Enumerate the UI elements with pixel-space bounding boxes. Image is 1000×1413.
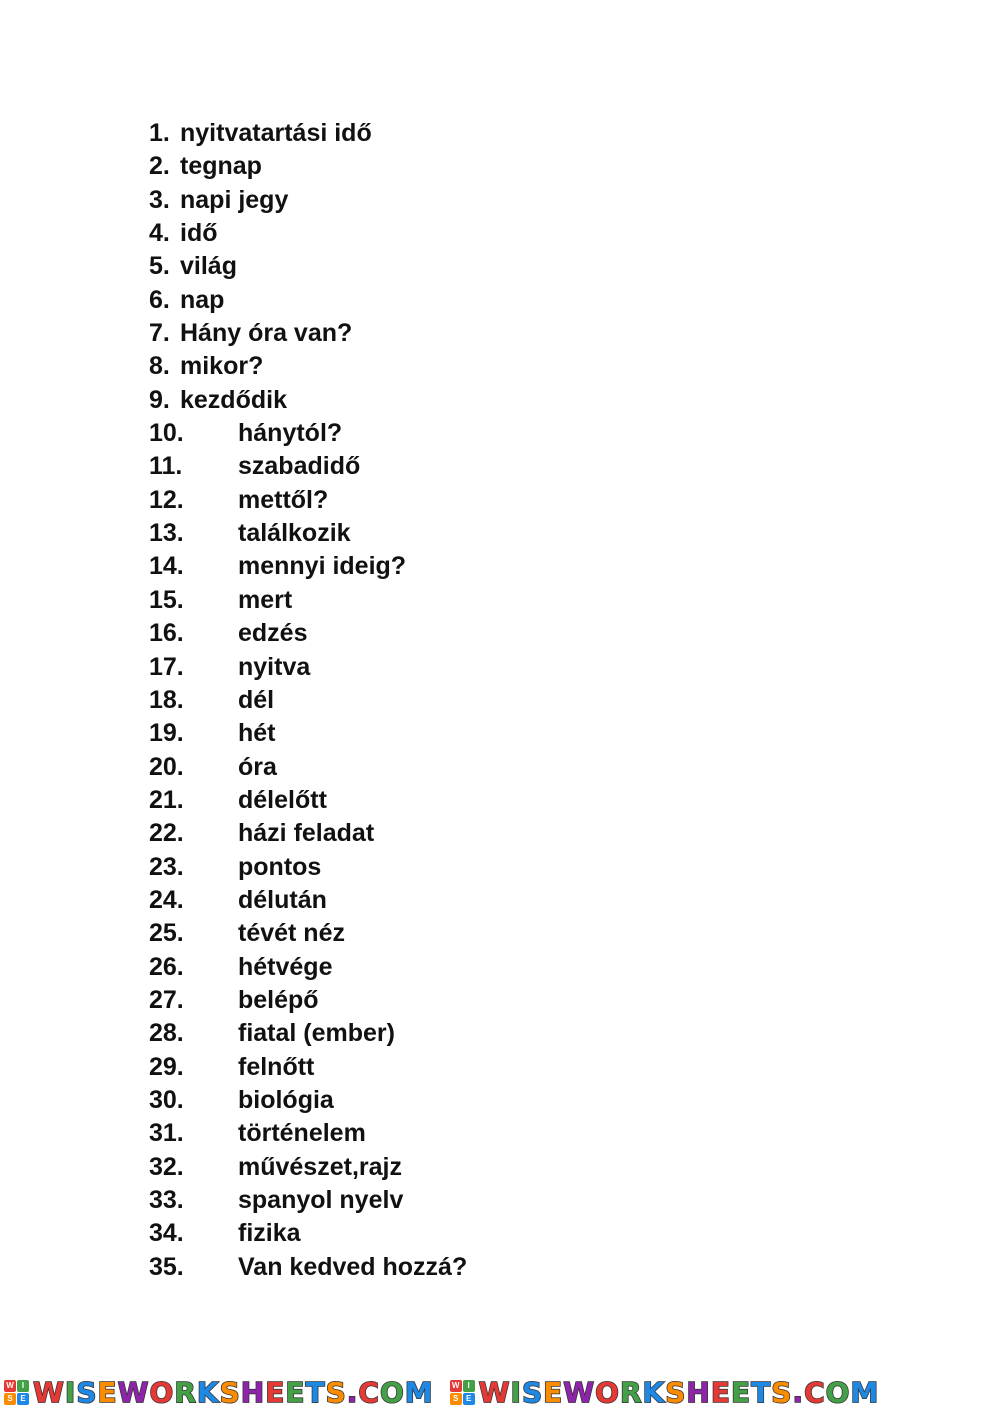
list-item [149,484,467,517]
list-item [149,150,467,183]
item-text: találkozik [238,519,351,548]
list-item [149,684,467,717]
item-text: fizika [238,1219,301,1248]
logo-square: E [17,1393,29,1405]
list-item [149,350,467,383]
list-item [149,951,467,984]
item-number: 32. [149,1152,184,1181]
item-number: 24. [149,885,184,914]
logo-square: I [463,1380,475,1392]
list-item [149,851,467,884]
list-item [149,1151,467,1184]
list-item [149,1051,467,1084]
list-item [149,1184,467,1217]
logo-square: S [450,1393,462,1405]
item-number: 10. [149,419,184,448]
item-text: mennyi ideig? [238,552,407,581]
item-number: 20. [149,752,184,781]
list-item [149,651,467,684]
logo-square: E [463,1393,475,1405]
brand-logo-icon [4,1380,29,1405]
list-item [149,317,467,350]
item-text: edzés [238,619,308,648]
footer-watermark [0,1372,1000,1413]
list-item [149,617,467,650]
list-item [149,1017,467,1050]
item-number: 4. [149,219,170,248]
list-item [149,184,467,217]
item-number: 26. [149,952,184,981]
list-item [149,784,467,817]
item-text: felnőtt [238,1052,315,1081]
item-text: szabadidő [238,452,361,481]
item-number: 23. [149,852,184,881]
item-number: 29. [149,1052,184,1081]
brand-text: W I S E W O R K S H E E T S . C O M [478,1376,880,1409]
list-item [149,117,467,150]
list-item [149,884,467,917]
item-text: tegnap [180,152,262,181]
item-text: spanyol nyelv [238,1186,404,1214]
logo-square: I [17,1380,29,1392]
item-text: dél [238,685,275,714]
vocabulary-list [149,117,467,1284]
item-number: 11. [149,452,183,481]
item-text: hét [238,719,276,748]
item-number: 18. [149,685,184,714]
item-text: tévét néz [238,919,345,948]
item-text: biológia [238,1085,334,1114]
item-number: 1. [149,119,170,147]
item-number: 5. [149,252,170,281]
item-number: 3. [149,185,170,214]
item-number: 7. [149,319,170,348]
item-number: 14. [149,552,184,581]
item-text: mert [238,585,293,614]
item-text: óra [238,752,277,781]
item-number: 9. [149,385,170,414]
item-text: nyitva [238,652,311,681]
list-item [149,817,467,850]
list-item [149,384,467,417]
item-text: művészet,rajz [238,1152,402,1181]
brand-watermark-1 [4,1376,434,1409]
item-number: 34. [149,1219,184,1248]
item-number: 6. [149,285,170,314]
item-number: 8. [149,352,170,381]
item-number: 25. [149,919,184,948]
list-item [149,417,467,450]
item-text: fiatal (ember) [238,1019,395,1048]
item-text: délelőtt [238,785,327,814]
item-text: házi feladat [238,819,375,848]
list-item [149,917,467,950]
list-item [149,751,467,784]
item-text: mikor? [180,352,264,381]
list-item [149,1251,467,1284]
brand-text: W I S E W O R K S H E E T S . C O M [33,1376,434,1409]
item-number: 2. [149,152,170,181]
list-item [149,284,467,317]
item-number: 17. [149,652,184,681]
list-item [149,584,467,617]
item-number: 13. [149,519,184,548]
list-item [149,1117,467,1150]
list-item [149,717,467,750]
item-number: 35. [149,1252,184,1281]
item-text: belépő [238,985,319,1014]
list-item [149,450,467,483]
item-text: Van kedved hozzá? [238,1252,468,1281]
item-text: nyitvatartási idő [180,119,372,147]
item-text: hánytól? [238,419,343,448]
list-item [149,517,467,550]
item-number: 33. [149,1186,184,1214]
list-item [149,1084,467,1117]
logo-square: W [4,1380,16,1392]
item-text: nap [180,285,225,314]
list-item [149,550,467,583]
brand-watermark-2 [450,1376,880,1409]
item-number: 31. [149,1119,184,1148]
list-item [149,217,467,250]
logo-square: S [4,1393,16,1405]
item-text: mettől? [238,485,329,514]
item-text: délután [238,885,327,914]
item-number: 12. [149,485,184,514]
item-text: Hány óra van? [180,319,353,348]
item-number: 19. [149,719,184,748]
item-number: 22. [149,819,184,848]
item-number: 21. [149,785,184,814]
item-number: 30. [149,1085,184,1114]
item-text: pontos [238,852,322,881]
item-text: hétvége [238,952,333,981]
item-number: 16. [149,619,184,648]
item-text: világ [180,252,237,281]
item-number: 15. [149,585,184,614]
item-text: kezdődik [180,385,287,414]
item-number: 28. [149,1019,184,1048]
item-text: történelem [238,1119,366,1148]
item-text: napi jegy [180,185,289,214]
list-item [149,250,467,283]
brand-logo-icon [450,1380,475,1405]
item-text: idő [180,219,218,248]
list-item [149,984,467,1017]
item-number: 27. [149,985,184,1014]
list-item [149,1217,467,1250]
logo-square: W [450,1380,462,1392]
